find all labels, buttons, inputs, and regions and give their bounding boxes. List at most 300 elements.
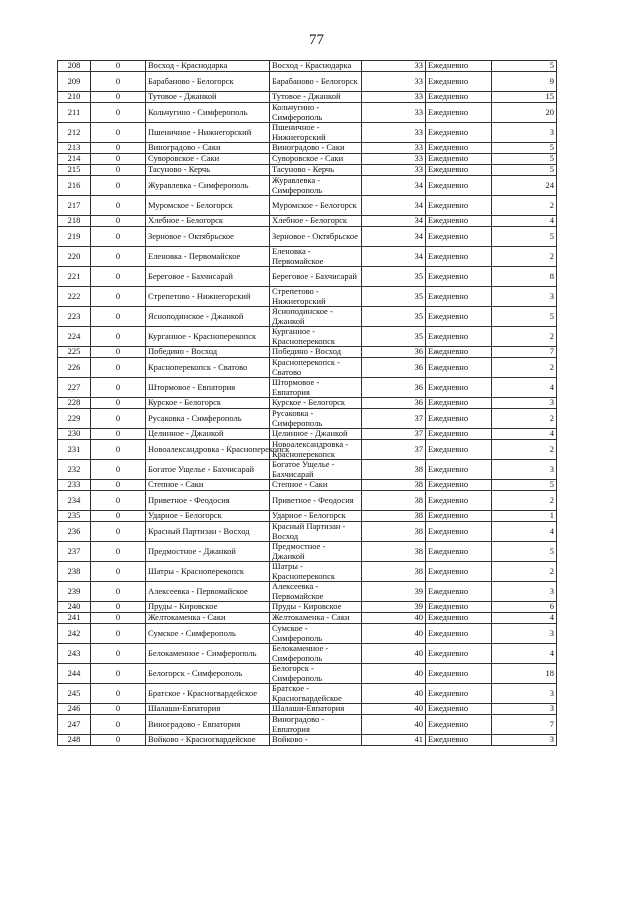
table-row <box>58 704 557 715</box>
trips-count-cell: 4 <box>492 216 557 227</box>
table-row <box>58 92 557 103</box>
frequency-cell: Ежедневно <box>426 247 492 267</box>
route-name-cell: Журавлевка - Симферополь <box>146 176 270 196</box>
distance-cell: 33 <box>362 123 426 143</box>
direction-cell: 0 <box>91 154 146 165</box>
frequency-cell: Ежедневно <box>426 143 492 154</box>
direction-cell: 0 <box>91 398 146 409</box>
table-row <box>58 664 557 684</box>
route-number-cell: 224 <box>58 327 91 347</box>
route-name-cell: Тасуново - Керчь <box>146 165 270 176</box>
frequency-cell: Ежедневно <box>426 664 492 684</box>
trips-count-cell: 3 <box>492 287 557 307</box>
direction-cell: 0 <box>91 358 146 378</box>
route-number-cell: 220 <box>58 247 91 267</box>
direction-cell: 0 <box>91 267 146 287</box>
route-name-cell: Русаковка - Симферополь <box>146 409 270 429</box>
route-stops-cell: Тутовое - Джанкой <box>270 92 362 103</box>
table-row <box>58 347 557 358</box>
route-number-cell: 238 <box>58 562 91 582</box>
table-row <box>58 227 557 247</box>
route-stops-cell: Шалаши-Евпатория <box>270 704 362 715</box>
table-row <box>58 72 557 92</box>
frequency-cell: Ежедневно <box>426 491 492 511</box>
distance-cell: 33 <box>362 103 426 123</box>
route-stops-cell: Еленовка - Первомайское <box>270 247 362 267</box>
distance-cell: 37 <box>362 409 426 429</box>
distance-cell: 38 <box>362 542 426 562</box>
route-number-cell: 247 <box>58 715 91 735</box>
route-number-cell: 216 <box>58 176 91 196</box>
trips-count-cell: 5 <box>492 227 557 247</box>
route-stops-cell: Виноградово - Евпатория <box>270 715 362 735</box>
distance-cell: 34 <box>362 216 426 227</box>
route-number-cell: 212 <box>58 123 91 143</box>
route-stops-cell: Пшеничное - Нижнегорский <box>270 123 362 143</box>
trips-count-cell: 7 <box>492 347 557 358</box>
distance-cell: 38 <box>362 491 426 511</box>
direction-cell: 0 <box>91 480 146 491</box>
table-row <box>58 542 557 562</box>
route-number-cell: 218 <box>58 216 91 227</box>
table-row <box>58 613 557 624</box>
trips-count-cell: 2 <box>492 327 557 347</box>
route-stops-cell: Виноградово - Саки <box>270 143 362 154</box>
distance-cell: 39 <box>362 602 426 613</box>
route-name-cell: Шатры - Красноперекопск <box>146 562 270 582</box>
trips-count-cell: 4 <box>492 613 557 624</box>
distance-cell: 33 <box>362 154 426 165</box>
table-row <box>58 327 557 347</box>
frequency-cell: Ежедневно <box>426 613 492 624</box>
distance-cell: 37 <box>362 429 426 440</box>
table-row <box>58 522 557 542</box>
distance-cell: 34 <box>362 227 426 247</box>
direction-cell: 0 <box>91 602 146 613</box>
table-row <box>58 398 557 409</box>
route-number-cell: 235 <box>58 511 91 522</box>
route-name-cell: Еленовка - Первомайское <box>146 247 270 267</box>
frequency-cell: Ежедневно <box>426 562 492 582</box>
route-stops-cell: Шатры - Красноперекопск <box>270 562 362 582</box>
route-stops-cell: Суворовское - Саки <box>270 154 362 165</box>
frequency-cell: Ежедневно <box>426 522 492 542</box>
direction-cell: 0 <box>91 704 146 715</box>
trips-count-cell: 24 <box>492 176 557 196</box>
frequency-cell: Ежедневно <box>426 307 492 327</box>
table-row <box>58 429 557 440</box>
trips-count-cell: 4 <box>492 429 557 440</box>
distance-cell: 40 <box>362 644 426 664</box>
frequency-cell: Ежедневно <box>426 624 492 644</box>
direction-cell: 0 <box>91 103 146 123</box>
direction-cell: 0 <box>91 227 146 247</box>
route-number-cell: 215 <box>58 165 91 176</box>
route-name-cell: Желтокаменка - Саки <box>146 613 270 624</box>
route-name-cell: Курганное - Красноперекопск <box>146 327 270 347</box>
direction-cell: 0 <box>91 542 146 562</box>
trips-count-cell: 18 <box>492 664 557 684</box>
route-number-cell: 217 <box>58 196 91 216</box>
table-row <box>58 735 557 746</box>
table-row <box>58 358 557 378</box>
table-row <box>58 176 557 196</box>
route-number-cell: 229 <box>58 409 91 429</box>
direction-cell: 0 <box>91 715 146 735</box>
route-number-cell: 243 <box>58 644 91 664</box>
route-number-cell: 248 <box>58 735 91 746</box>
route-number-cell: 214 <box>58 154 91 165</box>
routes-table <box>57 60 557 746</box>
table-row <box>58 440 557 460</box>
distance-cell: 40 <box>362 624 426 644</box>
route-stops-cell: Хлебное - Белогорск <box>270 216 362 227</box>
trips-count-cell: 3 <box>492 624 557 644</box>
trips-count-cell: 20 <box>492 103 557 123</box>
frequency-cell: Ежедневно <box>426 644 492 664</box>
frequency-cell: Ежедневно <box>426 704 492 715</box>
route-name-cell: Муромское - Белогорск <box>146 196 270 216</box>
table-row <box>58 378 557 398</box>
route-name-cell: Войково - Красногвардейское <box>146 735 270 746</box>
direction-cell: 0 <box>91 409 146 429</box>
direction-cell: 0 <box>91 216 146 227</box>
route-number-cell: 230 <box>58 429 91 440</box>
route-number-cell: 208 <box>58 61 91 72</box>
route-name-cell: Белогорск - Симферополь <box>146 664 270 684</box>
trips-count-cell: 3 <box>492 582 557 602</box>
table-row <box>58 562 557 582</box>
direction-cell: 0 <box>91 511 146 522</box>
trips-count-cell: 2 <box>492 562 557 582</box>
direction-cell: 0 <box>91 429 146 440</box>
route-stops-cell: Зерновое - Октябрьское <box>270 227 362 247</box>
trips-count-cell: 5 <box>492 307 557 327</box>
frequency-cell: Ежедневно <box>426 409 492 429</box>
direction-cell: 0 <box>91 247 146 267</box>
direction-cell: 0 <box>91 624 146 644</box>
distance-cell: 36 <box>362 398 426 409</box>
frequency-cell: Ежедневно <box>426 480 492 491</box>
route-stops-cell: Штормовое - Евпатория <box>270 378 362 398</box>
table-row <box>58 154 557 165</box>
trips-count-cell: 5 <box>492 165 557 176</box>
direction-cell: 0 <box>91 72 146 92</box>
table-row <box>58 582 557 602</box>
route-number-cell: 240 <box>58 602 91 613</box>
route-number-cell: 244 <box>58 664 91 684</box>
direction-cell: 0 <box>91 460 146 480</box>
route-number-cell: 231 <box>58 440 91 460</box>
table-row <box>58 715 557 735</box>
route-name-cell: Красный Партизан - Восход <box>146 522 270 542</box>
frequency-cell: Ежедневно <box>426 176 492 196</box>
route-number-cell: 233 <box>58 480 91 491</box>
route-stops-cell: Курганное - Красноперекопск <box>270 327 362 347</box>
distance-cell: 38 <box>362 511 426 522</box>
frequency-cell: Ежедневно <box>426 602 492 613</box>
route-stops-cell: Ударное - Белогорск <box>270 511 362 522</box>
table-row <box>58 247 557 267</box>
route-name-cell: Барабаново - Белогорск <box>146 72 270 92</box>
route-stops-cell: Курское - Белогорск <box>270 398 362 409</box>
route-stops-cell: Кольчугино - Симферополь <box>270 103 362 123</box>
distance-cell: 40 <box>362 684 426 704</box>
route-stops-cell: Целинное - Джанкой <box>270 429 362 440</box>
direction-cell: 0 <box>91 123 146 143</box>
distance-cell: 38 <box>362 460 426 480</box>
trips-count-cell: 9 <box>492 72 557 92</box>
route-name-cell: Целинное - Джанкой <box>146 429 270 440</box>
trips-count-cell: 2 <box>492 358 557 378</box>
route-name-cell: Новоалександровка - Красноперекопск <box>146 440 270 460</box>
route-number-cell: 226 <box>58 358 91 378</box>
route-stops-cell: Приветное - Феодосия <box>270 491 362 511</box>
direction-cell: 0 <box>91 735 146 746</box>
route-name-cell: Сумское - Симферополь <box>146 624 270 644</box>
table-row <box>58 216 557 227</box>
frequency-cell: Ежедневно <box>426 327 492 347</box>
route-number-cell: 222 <box>58 287 91 307</box>
frequency-cell: Ежедневно <box>426 347 492 358</box>
trips-count-cell: 4 <box>492 378 557 398</box>
frequency-cell: Ежедневно <box>426 398 492 409</box>
route-number-cell: 245 <box>58 684 91 704</box>
trips-count-cell: 3 <box>492 460 557 480</box>
table-row <box>58 491 557 511</box>
table-row <box>58 143 557 154</box>
direction-cell: 0 <box>91 196 146 216</box>
route-name-cell: Ясноподинское - Джанкой <box>146 307 270 327</box>
table-row <box>58 460 557 480</box>
table-row <box>58 287 557 307</box>
trips-count-cell: 2 <box>492 409 557 429</box>
page-number: 77 <box>309 32 324 48</box>
route-number-cell: 232 <box>58 460 91 480</box>
route-stops-cell: Барабаново - Белогорск <box>270 72 362 92</box>
frequency-cell: Ежедневно <box>426 715 492 735</box>
route-stops-cell: Белокаменное - Симферополь <box>270 644 362 664</box>
route-stops-cell: Стрепетово - Нижнегорский <box>270 287 362 307</box>
direction-cell: 0 <box>91 347 146 358</box>
trips-count-cell: 5 <box>492 480 557 491</box>
table-row <box>58 624 557 644</box>
route-stops-cell: Береговое - Бахчисарай <box>270 267 362 287</box>
trips-count-cell: 4 <box>492 522 557 542</box>
route-stops-cell: Красноперекопск - Сватово <box>270 358 362 378</box>
route-stops-cell: Тасуново - Керчь <box>270 165 362 176</box>
distance-cell: 40 <box>362 715 426 735</box>
route-stops-cell: Пруды - Кировское <box>270 602 362 613</box>
route-stops-cell: Степное - Саки <box>270 480 362 491</box>
route-stops-cell: Предмостное - Джанкой <box>270 542 362 562</box>
direction-cell: 0 <box>91 522 146 542</box>
route-stops-cell: Братское - Красногвардейское <box>270 684 362 704</box>
distance-cell: 33 <box>362 61 426 72</box>
trips-count-cell: 5 <box>492 61 557 72</box>
route-number-cell: 219 <box>58 227 91 247</box>
distance-cell: 37 <box>362 440 426 460</box>
route-number-cell: 223 <box>58 307 91 327</box>
route-name-cell: Пруды - Кировское <box>146 602 270 613</box>
table-row <box>58 123 557 143</box>
distance-cell: 39 <box>362 582 426 602</box>
frequency-cell: Ежедневно <box>426 196 492 216</box>
table-row <box>58 644 557 664</box>
route-number-cell: 213 <box>58 143 91 154</box>
direction-cell: 0 <box>91 143 146 154</box>
route-stops-cell: Русаковка - Симферополь <box>270 409 362 429</box>
route-name-cell: Суворовское - Саки <box>146 154 270 165</box>
distance-cell: 33 <box>362 92 426 103</box>
distance-cell: 38 <box>362 480 426 491</box>
route-number-cell: 228 <box>58 398 91 409</box>
trips-count-cell: 3 <box>492 735 557 746</box>
route-name-cell: Виноградово - Саки <box>146 143 270 154</box>
route-name-cell: Зерновое - Октябрьское <box>146 227 270 247</box>
distance-cell: 35 <box>362 267 426 287</box>
trips-count-cell: 15 <box>492 92 557 103</box>
route-name-cell: Белокаменное - Симферополь <box>146 644 270 664</box>
table-row <box>58 684 557 704</box>
frequency-cell: Ежедневно <box>426 227 492 247</box>
distance-cell: 33 <box>362 143 426 154</box>
route-stops-cell: Восход - Краснодарка <box>270 61 362 72</box>
route-stops-cell: Муромское - Белогорск <box>270 196 362 216</box>
trips-count-cell: 5 <box>492 143 557 154</box>
table-row <box>58 409 557 429</box>
frequency-cell: Ежедневно <box>426 440 492 460</box>
distance-cell: 40 <box>362 613 426 624</box>
table-row <box>58 165 557 176</box>
route-name-cell: Восход - Краснодарка <box>146 61 270 72</box>
route-stops-cell: Ясноподинское - Джанкой <box>270 307 362 327</box>
distance-cell: 36 <box>362 358 426 378</box>
distance-cell: 35 <box>362 287 426 307</box>
frequency-cell: Ежедневно <box>426 460 492 480</box>
route-name-cell: Победино - Восход <box>146 347 270 358</box>
distance-cell: 35 <box>362 307 426 327</box>
direction-cell: 0 <box>91 440 146 460</box>
route-name-cell: Алексеевка - Первомайское <box>146 582 270 602</box>
direction-cell: 0 <box>91 562 146 582</box>
route-name-cell: Тутовое - Джанкой <box>146 92 270 103</box>
route-name-cell: Красноперекопск - Сватово <box>146 358 270 378</box>
frequency-cell: Ежедневно <box>426 378 492 398</box>
frequency-cell: Ежедневно <box>426 542 492 562</box>
trips-count-cell: 7 <box>492 715 557 735</box>
route-name-cell: Виноградово - Евпатория <box>146 715 270 735</box>
direction-cell: 0 <box>91 684 146 704</box>
trips-count-cell: 3 <box>492 398 557 409</box>
table-row <box>58 103 557 123</box>
route-number-cell: 227 <box>58 378 91 398</box>
frequency-cell: Ежедневно <box>426 92 492 103</box>
distance-cell: 33 <box>362 72 426 92</box>
trips-count-cell: 8 <box>492 267 557 287</box>
direction-cell: 0 <box>91 61 146 72</box>
direction-cell: 0 <box>91 165 146 176</box>
table-row <box>58 602 557 613</box>
trips-count-cell: 3 <box>492 123 557 143</box>
trips-count-cell: 2 <box>492 440 557 460</box>
table-row <box>58 511 557 522</box>
direction-cell: 0 <box>91 287 146 307</box>
trips-count-cell: 5 <box>492 542 557 562</box>
route-number-cell: 211 <box>58 103 91 123</box>
table-row <box>58 480 557 491</box>
route-number-cell: 225 <box>58 347 91 358</box>
frequency-cell: Ежедневно <box>426 216 492 227</box>
route-stops-cell: Богатое Ущелье - Бахчисарай <box>270 460 362 480</box>
direction-cell: 0 <box>91 378 146 398</box>
route-stops-cell: Алексеевка - Первомайское <box>270 582 362 602</box>
direction-cell: 0 <box>91 327 146 347</box>
direction-cell: 0 <box>91 582 146 602</box>
direction-cell: 0 <box>91 613 146 624</box>
direction-cell: 0 <box>91 644 146 664</box>
table-row <box>58 61 557 72</box>
route-stops-cell: Белогорск - Симферополь <box>270 664 362 684</box>
distance-cell: 41 <box>362 735 426 746</box>
route-stops-cell: Красный Партизан - Восход <box>270 522 362 542</box>
frequency-cell: Ежедневно <box>426 582 492 602</box>
trips-count-cell: 3 <box>492 684 557 704</box>
frequency-cell: Ежедневно <box>426 61 492 72</box>
distance-cell: 40 <box>362 704 426 715</box>
route-number-cell: 209 <box>58 72 91 92</box>
direction-cell: 0 <box>91 176 146 196</box>
distance-cell: 34 <box>362 176 426 196</box>
route-stops-cell: Сумское - Симферополь <box>270 624 362 644</box>
route-name-cell: Кольчугино - Симферополь <box>146 103 270 123</box>
route-stops-cell: Победино - Восход <box>270 347 362 358</box>
distance-cell: 34 <box>362 196 426 216</box>
trips-count-cell: 6 <box>492 602 557 613</box>
route-stops-cell: Журавлевка - Симферополь <box>270 176 362 196</box>
frequency-cell: Ежедневно <box>426 429 492 440</box>
route-stops-cell: Войково - <box>270 735 362 746</box>
frequency-cell: Ежедневно <box>426 267 492 287</box>
frequency-cell: Ежедневно <box>426 287 492 307</box>
route-name-cell: Пшеничное - Нижнегорский <box>146 123 270 143</box>
trips-count-cell: 2 <box>492 491 557 511</box>
frequency-cell: Ежедневно <box>426 511 492 522</box>
direction-cell: 0 <box>91 307 146 327</box>
distance-cell: 33 <box>362 165 426 176</box>
distance-cell: 35 <box>362 327 426 347</box>
trips-count-cell: 5 <box>492 154 557 165</box>
frequency-cell: Ежедневно <box>426 165 492 176</box>
table-row <box>58 267 557 287</box>
routes-table-body <box>58 61 557 746</box>
route-number-cell: 236 <box>58 522 91 542</box>
trips-count-cell: 2 <box>492 196 557 216</box>
route-name-cell: Береговое - Бахчисарай <box>146 267 270 287</box>
route-name-cell: Предмостное - Джанкой <box>146 542 270 562</box>
trips-count-cell: 4 <box>492 644 557 664</box>
route-name-cell: Хлебное - Белогорск <box>146 216 270 227</box>
route-name-cell: Богатое Ущелье - Бахчисарай <box>146 460 270 480</box>
distance-cell: 38 <box>362 562 426 582</box>
route-name-cell: Курское - Белогорск <box>146 398 270 409</box>
route-name-cell: Штормовое - Евпатория <box>146 378 270 398</box>
direction-cell: 0 <box>91 491 146 511</box>
direction-cell: 0 <box>91 92 146 103</box>
distance-cell: 36 <box>362 378 426 398</box>
distance-cell: 38 <box>362 522 426 542</box>
direction-cell: 0 <box>91 664 146 684</box>
